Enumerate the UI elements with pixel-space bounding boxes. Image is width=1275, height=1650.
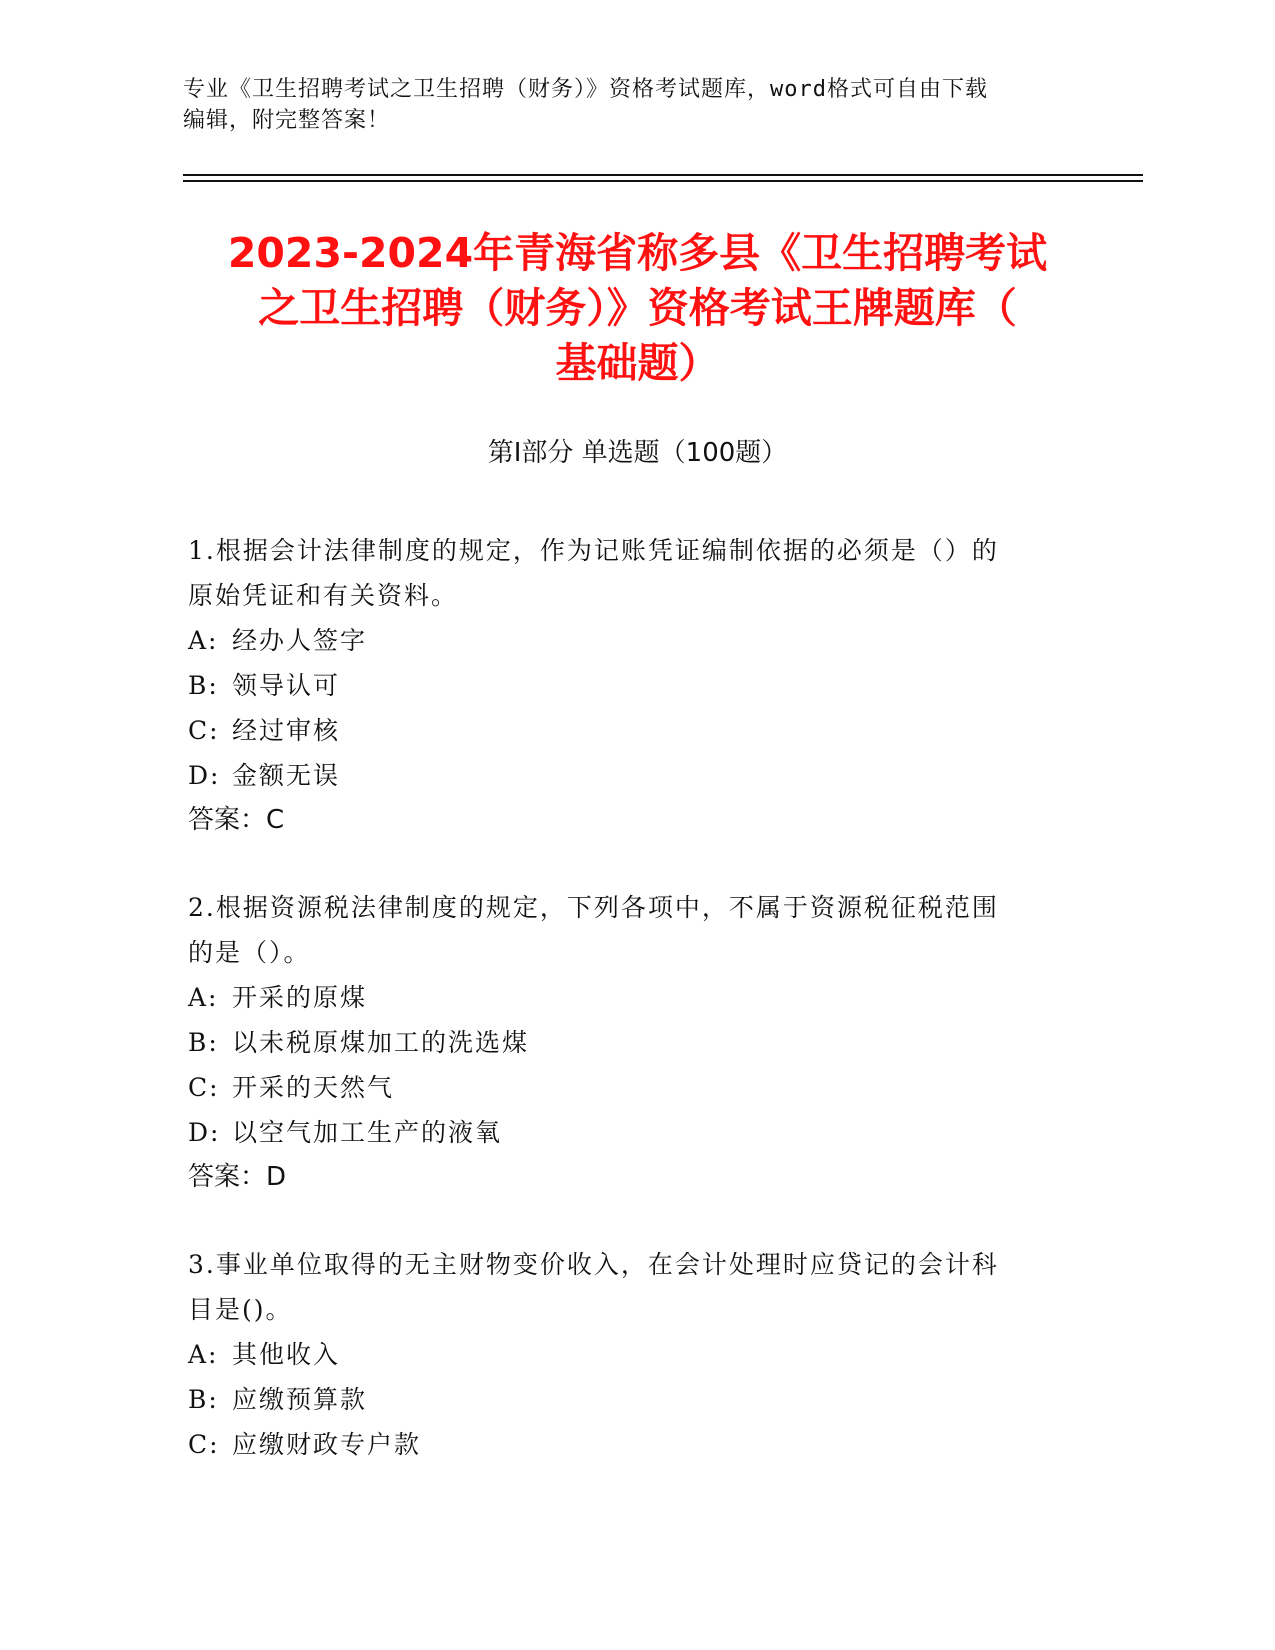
header-divider-bottom bbox=[183, 180, 1143, 182]
question-1 bbox=[188, 528, 1068, 843]
question-stem-line: 1.根据会计法律制度的规定，作为记账凭证编制依据的必须是（）的 bbox=[188, 536, 999, 565]
option-text: 经过审核 bbox=[232, 716, 341, 745]
option-d bbox=[188, 753, 1068, 798]
question-stem-line: 原始凭证和有关资料。 bbox=[188, 581, 459, 610]
option-letter: D: bbox=[188, 761, 221, 790]
section-title: 第Ⅰ部分 单选题（100题） bbox=[487, 438, 788, 468]
document-title-line-1: 2023-2024年青海省称多县《卫生招聘考试 bbox=[227, 229, 1048, 277]
document-header-note bbox=[183, 74, 1063, 136]
option-text: 以未税原煤加工的洗选煤 bbox=[232, 1028, 530, 1057]
answer-line: 答案：C bbox=[188, 805, 285, 835]
option-letter: A: bbox=[188, 626, 219, 655]
document-title-line-2: 之卫生招聘（财务）》资格考试王牌题库（ bbox=[258, 284, 1017, 332]
option-d bbox=[188, 1110, 1068, 1155]
option-letter: C: bbox=[188, 716, 220, 745]
question-stem-line: 2.根据资源税法律制度的规定，下列各项中，不属于资源税征税范围 bbox=[188, 893, 999, 922]
option-letter: B: bbox=[188, 1028, 219, 1057]
option-letter: B: bbox=[188, 671, 219, 700]
option-text: 其他收入 bbox=[232, 1340, 341, 1369]
question-list bbox=[188, 528, 1068, 1509]
option-text: 开采的原煤 bbox=[232, 983, 368, 1012]
option-text: 领导认可 bbox=[232, 671, 341, 700]
option-text: 开采的天然气 bbox=[232, 1073, 395, 1102]
document-title bbox=[150, 226, 1125, 391]
header-note-line-1: 专业《卫生招聘考试之卫生招聘（财务）》资格考试题库，word格式可自由下载 bbox=[183, 77, 988, 102]
option-c bbox=[188, 1065, 1068, 1110]
option-text: 应缴财政专户款 bbox=[232, 1430, 422, 1459]
header-divider-top bbox=[183, 174, 1143, 176]
option-b bbox=[188, 1020, 1068, 1065]
question-stem-line: 3.事业单位取得的无主财物变价收入，在会计处理时应贷记的会计科 bbox=[188, 1250, 999, 1279]
answer-line: 答案：D bbox=[188, 1162, 287, 1192]
option-letter: D: bbox=[188, 1118, 221, 1147]
option-text: 经办人签字 bbox=[232, 626, 368, 655]
option-text: 金额无误 bbox=[232, 761, 341, 790]
option-a bbox=[188, 1332, 1068, 1377]
option-b bbox=[188, 663, 1068, 708]
option-c bbox=[188, 1422, 1068, 1467]
question-stem-line: 的是（）。 bbox=[188, 938, 311, 967]
option-letter: C: bbox=[188, 1430, 220, 1459]
option-text: 以空气加工生产的液氧 bbox=[232, 1118, 503, 1147]
document-title-line-3: 基础题） bbox=[555, 339, 720, 387]
option-text: 应缴预算款 bbox=[232, 1385, 368, 1414]
question-3 bbox=[188, 1242, 1068, 1467]
option-a bbox=[188, 975, 1068, 1020]
option-letter: A: bbox=[188, 983, 219, 1012]
option-c bbox=[188, 708, 1068, 753]
option-letter: A: bbox=[188, 1340, 219, 1369]
question-stem-line: 目是()。 bbox=[188, 1295, 293, 1324]
header-note-line-2: 编辑，附完整答案！ bbox=[183, 108, 391, 133]
question-2 bbox=[188, 885, 1068, 1200]
option-letter: B: bbox=[188, 1385, 219, 1414]
option-b bbox=[188, 1377, 1068, 1422]
option-letter: C: bbox=[188, 1073, 220, 1102]
option-a bbox=[188, 618, 1068, 663]
